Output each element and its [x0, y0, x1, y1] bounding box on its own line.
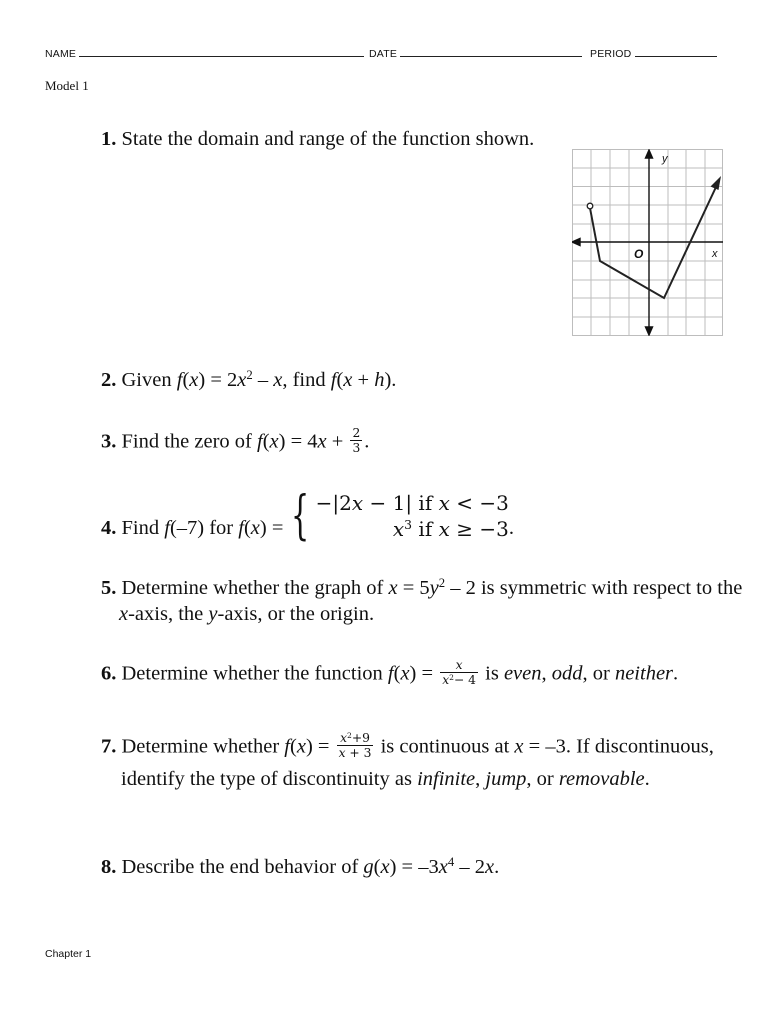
- function-graph: [572, 149, 723, 336]
- question-5: 5. Determine whether the graph of $x = 5y^2 - 2$ is symmetric with respect to the x-axis, the y-axis, or the origin.: [101, 576, 743, 625]
- piecewise-definition: { −|2𝑥 − 1| if 𝑥 < −3 𝑥$^3$ if 𝑥 ≥ −3: [290, 486, 509, 546]
- question-number: 6.: [101, 662, 117, 685]
- name-field[interactable]: [45, 47, 364, 60]
- period-label: PERIOD: [590, 48, 632, 60]
- y-axis-label: y: [662, 153, 668, 165]
- name-blank-line: [79, 47, 364, 57]
- date-label: DATE: [369, 48, 398, 60]
- date-blank-line: [400, 47, 582, 57]
- footer-chapter-label: Chapter 1: [45, 948, 92, 960]
- fraction: $\frac{\text{𝑥}}{𝑥^2- 4}$: [442, 658, 477, 688]
- question-text: State the domain and range of the function shown.: [121, 128, 535, 150]
- model-label: Model 1: [45, 78, 89, 93]
- curve-end-arrow: [711, 176, 722, 190]
- question-7: 7. Determine whether f(x) = $\frac{𝑥^2+9}{\text{𝑥 + 3}}$ is continuous at x = –3. If discontinuous, identify the type of discontinuity as infinite, jump, or removable.: [101, 730, 714, 791]
- period-blank-line: [635, 47, 717, 57]
- question-1: [101, 126, 534, 152]
- piecewise-case-1: −|2𝑥 − 1| if 𝑥 < −3: [315, 491, 509, 515]
- question-number: 3.: [101, 430, 117, 453]
- question-8: 8. Describe the end behavior of $g(x) = -3x^4 - 2x$.: [101, 855, 500, 878]
- open-endpoint: [587, 203, 593, 209]
- question-number: 7.: [101, 735, 117, 758]
- fraction: $\frac{𝑥^2+9}{\text{𝑥 + 3}}$: [338, 730, 372, 761]
- fraction: $\frac{2}{3}$: [352, 426, 361, 456]
- question-number: 1.: [101, 128, 117, 150]
- question-number: 4.: [101, 516, 117, 539]
- name-label: NAME: [45, 48, 77, 60]
- question-4: 4. Find f(–7) for f(x) = { −|2𝑥 − 1| if 𝑥 < −3 𝑥$^3$ if 𝑥 ≥ −3 .: [101, 486, 514, 546]
- question-number: 2.: [101, 369, 117, 391]
- graph-axes: [572, 150, 723, 335]
- question-3: 3. Find the zero of f(x) = 4x + $\frac{2}{3}$ .: [101, 426, 370, 456]
- x-axis-label: x: [712, 248, 718, 260]
- question-number: 8.: [101, 856, 117, 878]
- question-2: 2. Given $f(x) = 2x^2 - x$, find f(x + h).: [101, 368, 397, 391]
- piecewise-case-2: 𝑥$^3$ if 𝑥 ≥ −3: [392, 517, 509, 541]
- date-field[interactable]: [369, 47, 582, 60]
- question-6: 6. Determine whether the function f(x) = $\frac{\text{𝑥}}{𝑥^2- 4}$ is even, odd, or neither.: [101, 658, 679, 688]
- origin-label: O: [634, 247, 644, 261]
- question-number: 5.: [101, 577, 117, 599]
- period-field[interactable]: [590, 47, 717, 60]
